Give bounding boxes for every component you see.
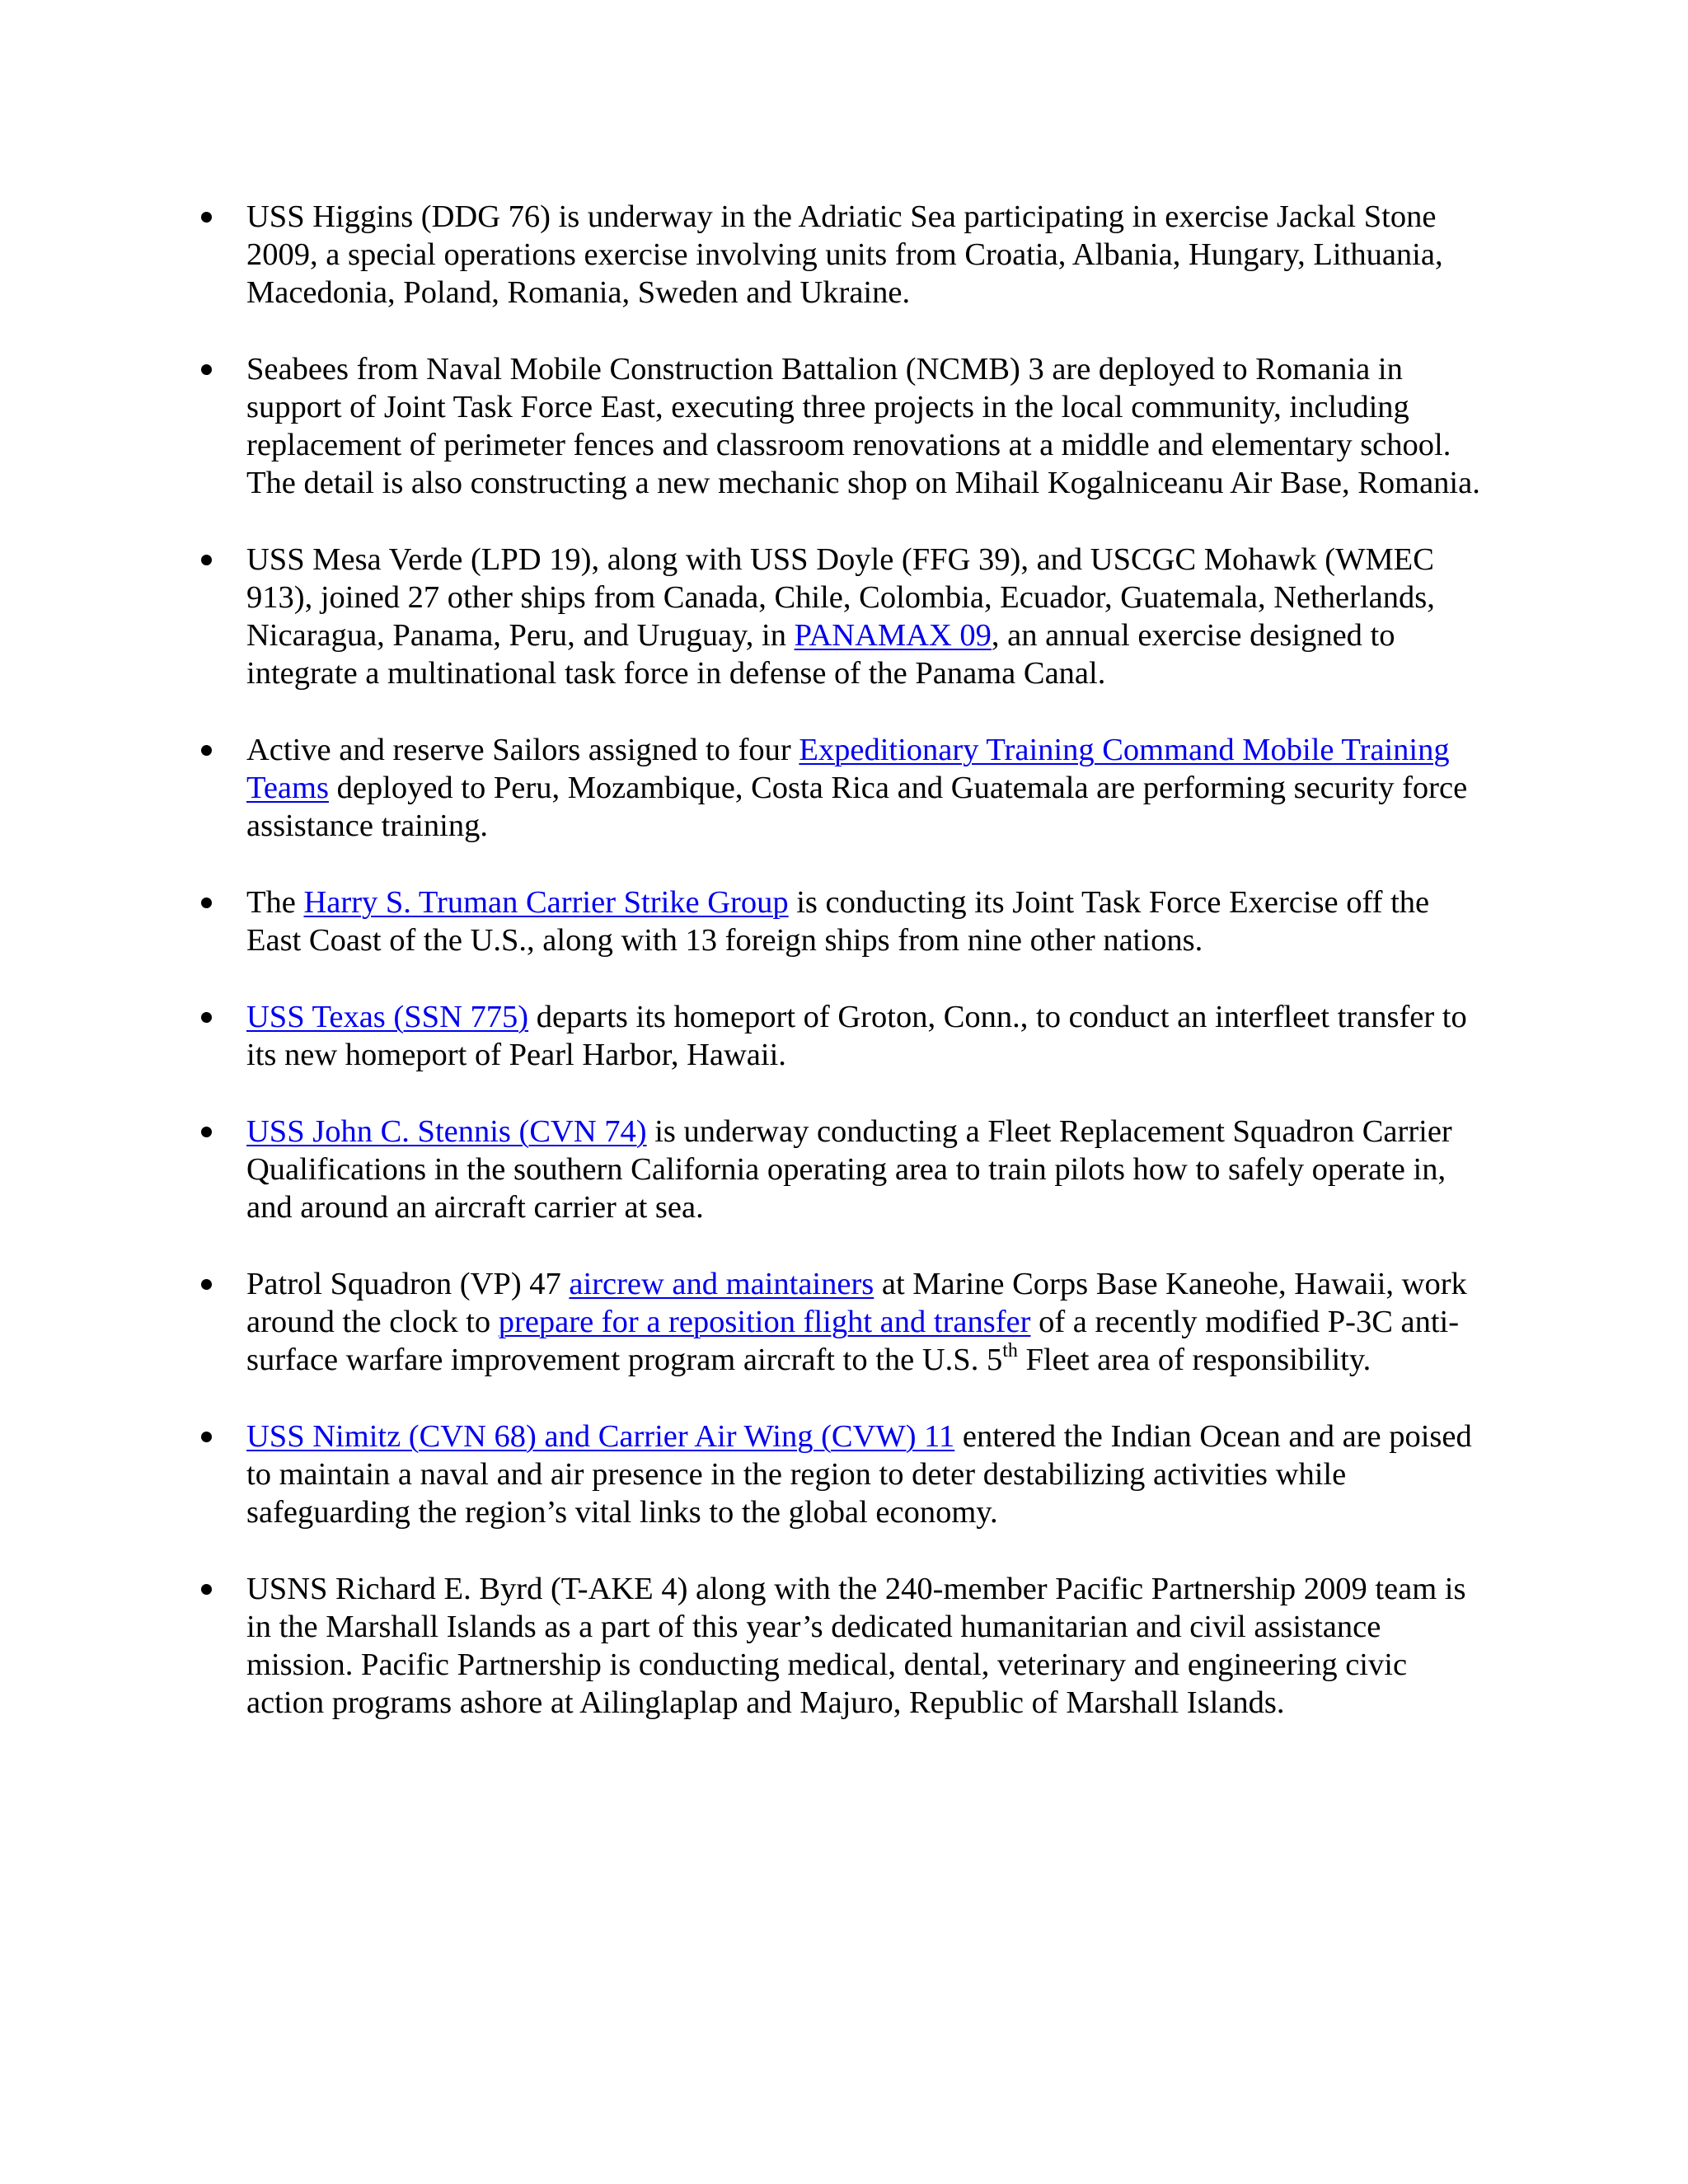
list-item	[201, 731, 1487, 845]
bullet-text: USNS Richard E. Byrd (T-AKE 4) along with the 240-member Pacific Partnership 2009 team is in the Marshall Islands as a part of this year’s dedicated humanitarian and civil assistance mission. Pacific Partnership is conducting medical, dental, veterinary and engineering civic action programs ashore at Ailinglaplap and Majuro, Republic of Marshall Islands.	[246, 1572, 1466, 1720]
list-item	[201, 1113, 1487, 1226]
bullet-icon	[201, 745, 212, 756]
uss-nimitz-link[interactable]: USS Nimitz (CVN 68) and Carrier Air Wing (CVW) 11	[246, 1419, 955, 1454]
bullet-icon	[201, 1279, 212, 1290]
ordinal-superscript: th	[1002, 1340, 1018, 1362]
bullet-text: USS Mesa Verde (LPD 19), along with USS Doyle (FFG 39), and USCGC Mohawk (WMEC 913), joined 27 other ships from Canada, Chile, Colombia, Ecuador, Guatemala, Netherlands, Nicaragua, Panama, Peru, and Uruguay, in PANAMAX 09, an annual exercise designed to integrate a multinational task force in defense of the Panama Canal.	[246, 542, 1435, 691]
bullet-text: Active and reserve Sailors assigned to four Expeditionary Training Command Mobile Training Teams deployed to Peru, Mozambique, Costa Rica and Guatemala are performing security force assistance training.	[246, 733, 1468, 843]
bullet-icon	[201, 1584, 212, 1595]
news-bullet-list	[201, 198, 1487, 1760]
bullet-icon	[201, 898, 212, 908]
list-item	[201, 541, 1487, 692]
list-item	[201, 883, 1487, 959]
uss-texas-link[interactable]: USS Texas (SSN 775)	[246, 1000, 529, 1034]
bullet-icon	[201, 1127, 212, 1137]
list-item	[201, 1265, 1487, 1379]
bullet-icon	[201, 1012, 212, 1023]
uss-stennis-link[interactable]: USS John C. Stennis (CVN 74)	[246, 1114, 647, 1149]
list-item	[201, 198, 1487, 312]
bullet-text: USS Higgins (DDG 76) is underway in the Adriatic Sea participating in exercise Jackal Stone 2009, a special operations exercise involving units from Croatia, Albania, Hungary, Lithuania, Macedonia, Poland, Romania, Sweden and Ukraine.	[246, 199, 1443, 310]
list-item	[201, 350, 1487, 502]
list-item	[201, 1570, 1487, 1722]
bullet-text: USS John C. Stennis (CVN 74) is underway conducting a Fleet Replacement Squadron Carrier Qualifications in the southern California operating area to train pilots how to safely operate in, and around an aircraft carrier at sea.	[246, 1114, 1452, 1225]
list-item	[201, 1418, 1487, 1531]
bullet-icon	[201, 1432, 212, 1442]
bullet-text: The Harry S. Truman Carrier Strike Group is conducting its Joint Task Force Exercise off the East Coast of the U.S., along with 13 foreign ships from nine other nations.	[246, 885, 1430, 958]
bullet-text: USS Nimitz (CVN 68) and Carrier Air Wing (CVW) 11 entered the Indian Ocean and are poised to maintain a naval and air presence in the region to deter destabilizing activities while safeguarding the region’s vital links to the global economy.	[246, 1419, 1472, 1530]
bullet-icon	[201, 364, 212, 375]
reposition-flight-link[interactable]: prepare for a reposition flight and transfer	[498, 1305, 1031, 1339]
panamax-link[interactable]: PANAMAX 09	[794, 618, 992, 653]
bullet-icon	[201, 555, 212, 565]
bullet-text: Seabees from Naval Mobile Construction Battalion (NCMB) 3 are deployed to Romania in support of Joint Task Force East, executing three projects in the local community, including replacement of perimeter fences and classroom renovations at a middle and elementary school. The detail is also constructing a new mechanic shop on Mihail Kogalniceanu Air Base, Romania.	[246, 352, 1480, 500]
truman-strike-group-link[interactable]: Harry S. Truman Carrier Strike Group	[303, 885, 789, 920]
aircrew-maintainers-link[interactable]: aircrew and maintainers	[569, 1267, 874, 1301]
bullet-icon	[201, 212, 212, 223]
bullet-text: USS Texas (SSN 775) departs its homeport of Groton, Conn., to conduct an interfleet transfer to its new homeport of Pearl Harbor, Hawaii.	[246, 1000, 1467, 1072]
expeditionary-training-link[interactable]: Expeditionary Training Command Mobile Training Teams	[246, 733, 1450, 805]
bullet-text: Patrol Squadron (VP) 47 aircrew and maintainers at Marine Corps Base Kaneohe, Hawaii, work around the clock to prepare for a reposition flight and transfer of a recently modified P-3C anti-surface warfare improvement program aircraft to the U.S. 5th Fleet area of responsibility.	[246, 1267, 1467, 1377]
list-item	[201, 998, 1487, 1074]
